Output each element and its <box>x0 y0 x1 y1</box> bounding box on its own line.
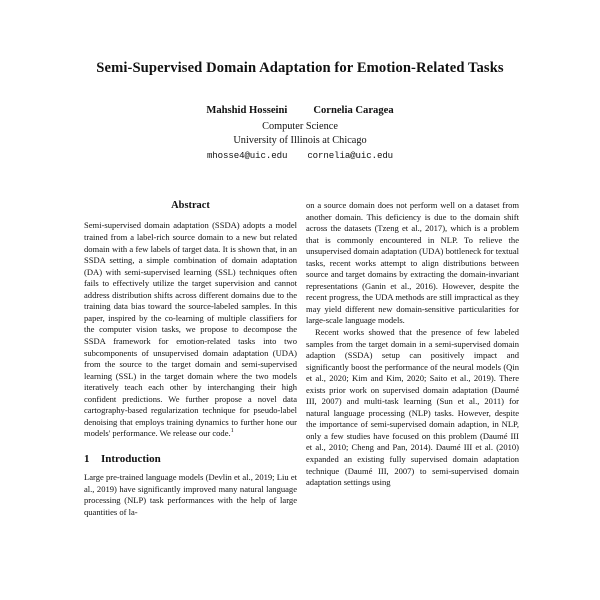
section-number: 1 <box>84 452 90 465</box>
body-paragraph: on a source domain does not perform well on a dataset from another domain. This deficiency is due to the domain shift across the datasets (Tzeng et al., 2017), which is a problem that is commonly encountered in NLP. To relieve the unsupervised domain adaptation (UDA) bottleneck for textual tasks, recent works attempt to align distributions between source and target domains by extracting the domain-invariant representations (Ganin et al., 2016). However, despite the recent progress, the UDA methods are still impractical as they may yield different new domain-sensitive particularities for large-scale language models. <box>306 200 519 326</box>
section-heading-introduction <box>84 453 297 466</box>
body-paragraph: Recent works showed that the presence of few labeled samples from the target domain in a semi-supervised domain adaption (SSDA) setup can positively impact and significantly boost the performance of the neural models (Qin et al., 2020; Kim and Kim, 2020; Saito et al., 2019). There exists prior work on supervised domain adaptation (Daumé III, 2007) and multi-task learning (Sun et al., 2011) for natural language processing (NLP) tasks. However, despite the importance of semi-supervised domain adaption, in NLP, only a few studies have focused on this problem (Daumé III et al., 2010; Cheng and Pan, 2014). Daumé III et al. (2010) expanded an existing fully supervised domain adaptation technique (Daumé III, 2007) to semi-supervised domain adaptation settings using <box>306 327 519 488</box>
abstract-paragraph <box>84 220 297 439</box>
author-list <box>60 104 540 117</box>
two-column-body <box>0 200 600 600</box>
introduction-paragraph: Large pre-trained language models (Devlin et al., 2019; Liu et al., 2019) have significantly improved many natural language processing (NLP) task performances with the help of large quantities of la- <box>84 472 297 517</box>
left-column <box>84 200 297 600</box>
author-name: Cornelia Caragea <box>313 105 394 116</box>
affiliation-line: University of Illinois at Chicago <box>233 134 367 146</box>
affiliation-line: Computer Science <box>262 121 338 132</box>
abstract-heading: Abstract <box>171 200 210 211</box>
right-column <box>306 200 519 600</box>
section-title: Introduction <box>101 452 161 465</box>
abstract-text: Semi-supervised domain adaptation (SSDA) adopts a model trained from a label-rich source domain to a new but related domain with a few labels of target data. It is shown that, in an SSDA setting, a simple combination of domain adaptation (DA) with semi-supervised learning (SSL) techniques often fails to effectively utilize the target supervision and cannot address distribution shifts across different domains due to the training data bias toward the source-labeled samples. In this paper, inspired by the co-learning of multiple classifiers for the computer vision tasks, we propose to decompose the SSDA framework for emotion-related tasks into two subcomponents of unsupervised domain adaptation (UDA) from the source to the target domain and semi-supervised learning (SSL) in the target domain where the two models iteratively teach each other by interchanging their high confident predictions. We further propose a novel data cartography-based regularization technique for pseudo-label denoising that employs training dynamics to further hone our models' performance. We release our code. <box>84 220 297 439</box>
author-name: Mahshid Hosseini <box>206 105 288 116</box>
email-list <box>60 150 540 161</box>
footnote-marker: 1 <box>230 427 234 435</box>
page-title: Semi-Supervised Domain Adaptation for Emotion-Related Tasks <box>96 60 504 76</box>
affiliation <box>60 120 540 147</box>
author-email: mhosse4@uic.edu <box>206 150 288 161</box>
author-email: cornelia@uic.edu <box>307 150 394 161</box>
